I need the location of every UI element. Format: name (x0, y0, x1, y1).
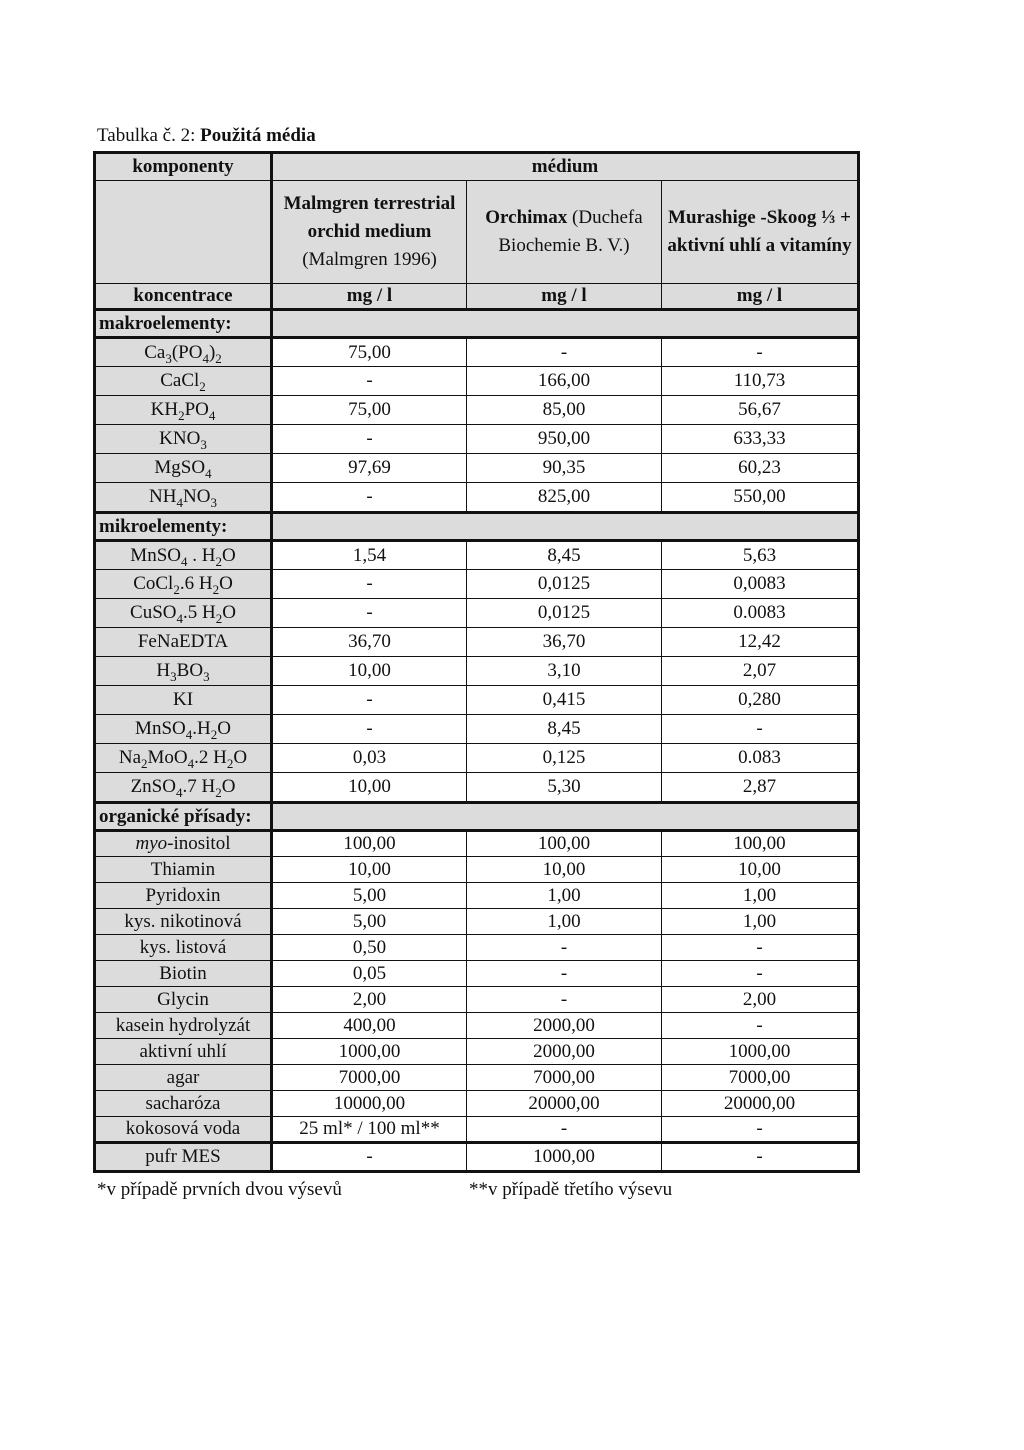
value-murashige: 1,00 (662, 909, 859, 935)
table-row (95, 1117, 859, 1143)
component-name: Glycin (95, 987, 272, 1013)
value-malmgren: - (272, 570, 467, 599)
table-row (95, 831, 859, 857)
table-row (95, 541, 859, 570)
value-orchimax: 8,45 (467, 541, 662, 570)
value-orchimax: - (467, 961, 662, 987)
footnote-second: **v případě třetího výsevu (469, 1179, 673, 1200)
header-komponenty: komponenty (95, 153, 272, 181)
value-malmgren: 1,54 (272, 541, 467, 570)
value-malmgren: 400,00 (272, 1013, 467, 1039)
value-malmgren: 10,00 (272, 857, 467, 883)
table-row (95, 1039, 859, 1065)
section-fill (272, 310, 859, 338)
value-murashige: 1000,00 (662, 1039, 859, 1065)
value-malmgren: 10000,00 (272, 1091, 467, 1117)
table-row (95, 857, 859, 883)
value-orchimax: 3,10 (467, 657, 662, 686)
table-row (95, 454, 859, 483)
value-malmgren: - (272, 599, 467, 628)
value-murashige: 0,0083 (662, 570, 859, 599)
value-murashige: - (662, 961, 859, 987)
value-malmgren: 2,00 (272, 987, 467, 1013)
component-name: kokosová voda (95, 1117, 272, 1143)
section-org: organické přísady: (95, 803, 272, 831)
value-orchimax: 85,00 (467, 396, 662, 425)
value-malmgren: 97,69 (272, 454, 467, 483)
value-orchimax: 1000,00 (467, 1143, 662, 1172)
value-orchimax: 2000,00 (467, 1039, 662, 1065)
value-malmgren: 0,05 (272, 961, 467, 987)
header-malmgren-source: (Malmgren 1996) (302, 249, 437, 270)
value-malmgren: - (272, 367, 467, 396)
value-orchimax: 1,00 (467, 909, 662, 935)
component-name: Pyridoxin (95, 883, 272, 909)
table-row (95, 686, 859, 715)
value-orchimax: 90,35 (467, 454, 662, 483)
table-row (95, 773, 859, 803)
section-mikro: mikroelementy: (95, 513, 272, 541)
table-row (95, 338, 859, 367)
value-malmgren: 10,00 (272, 657, 467, 686)
value-murashige: 5,63 (662, 541, 859, 570)
table-row (95, 961, 859, 987)
component-name: ZnSO$_4$.7 $H_2O$ (95, 773, 272, 803)
component-name: FeNaEDTA (95, 628, 272, 657)
value-malmgren: 7000,00 (272, 1065, 467, 1091)
unit-murashige: mg / l (662, 284, 859, 310)
value-orchimax: - (467, 987, 662, 1013)
value-orchimax: 0,0125 (467, 570, 662, 599)
component-name: aktivní uhlí (95, 1039, 272, 1065)
value-malmgren: - (272, 686, 467, 715)
value-murashige: 550,00 (662, 483, 859, 513)
section-makro: makroelementy: (95, 310, 272, 338)
value-malmgren: 25 ml* / 100 ml** (272, 1117, 467, 1143)
section-fill (272, 513, 859, 541)
value-murashige: - (662, 1143, 859, 1172)
value-murashige: 12,42 (662, 628, 859, 657)
header-blank (95, 181, 272, 284)
media-table (93, 151, 860, 1173)
component-name: $H_3BO_3$ (95, 657, 272, 686)
value-malmgren: - (272, 1143, 467, 1172)
header-orchimax-source: (Duchefa Biochemie B. V.) (498, 207, 643, 256)
value-malmgren: 36,70 (272, 628, 467, 657)
component-name: kys. nikotinová (95, 909, 272, 935)
component-name: $MnSO_4.H_2O$ (95, 715, 272, 744)
component-name: kys. listová (95, 935, 272, 961)
value-murashige: 10,00 (662, 857, 859, 883)
table-row (95, 396, 859, 425)
component-name: kasein hydrolyzát (95, 1013, 272, 1039)
table-row (95, 628, 859, 657)
table-row (95, 599, 859, 628)
component-name: pufr MES (95, 1143, 272, 1172)
value-orchimax: - (467, 338, 662, 367)
table-caption (97, 124, 316, 148)
header-murashige-name: Murashige -Skoog ⅓ + aktivní uhlí a vitamíny (667, 207, 852, 256)
value-murashige: 1,00 (662, 883, 859, 909)
value-orchimax: 0,125 (467, 744, 662, 773)
value-orchimax: 950,00 (467, 425, 662, 454)
value-orchimax: 2000,00 (467, 1013, 662, 1039)
component-name: $Na_2MoO_4.2$ $H_2O$ (95, 744, 272, 773)
value-orchimax: 10,00 (467, 857, 662, 883)
table-row (95, 657, 859, 686)
component-name: CuSO$_4$.5 $H_2O$ (95, 599, 272, 628)
value-murashige: 110,73 (662, 367, 859, 396)
header-malmgren (272, 181, 467, 284)
value-malmgren: 0,03 (272, 744, 467, 773)
component-name: KI (95, 686, 272, 715)
component-name: MgSO$_4$ (95, 454, 272, 483)
value-orchimax: 1,00 (467, 883, 662, 909)
value-malmgren: 1000,00 (272, 1039, 467, 1065)
component-name: $NH_4NO_3$ (95, 483, 272, 513)
component-name: CoCl$_2$.6 $H_2O$ (95, 570, 272, 599)
value-murashige: 60,23 (662, 454, 859, 483)
component-name: Thiamin (95, 857, 272, 883)
component-name: Biotin (95, 961, 272, 987)
value-malmgren: 75,00 (272, 338, 467, 367)
value-murashige: 0.0083 (662, 599, 859, 628)
value-malmgren: 5,00 (272, 909, 467, 935)
unit-orchimax: mg / l (467, 284, 662, 310)
caption-title: Použitá média (200, 125, 316, 146)
value-orchimax: 0,415 (467, 686, 662, 715)
value-murashige: 0,280 (662, 686, 859, 715)
value-malmgren: 5,00 (272, 883, 467, 909)
value-murashige: 2,07 (662, 657, 859, 686)
footnote-first: *v případě prvních dvou výsevů (97, 1179, 342, 1200)
component-name: $KH_2PO_4$ (95, 396, 272, 425)
header-medium: médium (272, 153, 859, 181)
value-malmgren: 0,50 (272, 935, 467, 961)
table-row (95, 483, 859, 513)
table-row (95, 570, 859, 599)
table-row (95, 909, 859, 935)
value-malmgren: 10,00 (272, 773, 467, 803)
value-murashige: - (662, 1013, 859, 1039)
table-row (95, 744, 859, 773)
header-malmgren-name: Malmgren terrestrial orchid medium (283, 193, 456, 242)
value-orchimax: 825,00 (467, 483, 662, 513)
component-name: agar (95, 1065, 272, 1091)
value-orchimax: 36,70 (467, 628, 662, 657)
value-murashige: 100,00 (662, 831, 859, 857)
caption-prefix: Tabulka č. 2: (97, 125, 201, 146)
value-orchimax: 8,45 (467, 715, 662, 744)
value-orchimax: 5,30 (467, 773, 662, 803)
value-murashige: - (662, 715, 859, 744)
unit-malmgren: mg / l (272, 284, 467, 310)
value-orchimax: - (467, 935, 662, 961)
section-fill (272, 803, 859, 831)
component-name: $KNO_3$ (95, 425, 272, 454)
value-orchimax: 20000,00 (467, 1091, 662, 1117)
value-murashige: - (662, 1117, 859, 1143)
table-row (95, 987, 859, 1013)
component-name: $Ca_3(PO_4)_2$ (95, 338, 272, 367)
header-murashige (662, 181, 859, 284)
value-murashige: 633,33 (662, 425, 859, 454)
value-murashige: 56,67 (662, 396, 859, 425)
value-orchimax: 100,00 (467, 831, 662, 857)
value-orchimax: 166,00 (467, 367, 662, 396)
value-malmgren: - (272, 425, 467, 454)
value-malmgren: 75,00 (272, 396, 467, 425)
header-orchimax-name: Orchimax (485, 207, 568, 228)
value-murashige: 0.083 (662, 744, 859, 773)
component-name: CaCl$_2$ (95, 367, 272, 396)
value-malmgren: 100,00 (272, 831, 467, 857)
header-koncentrace: koncentrace (95, 284, 272, 310)
value-murashige: 2,87 (662, 773, 859, 803)
value-orchimax: 0,0125 (467, 599, 662, 628)
table-row (95, 367, 859, 396)
component-name: sacharóza (95, 1091, 272, 1117)
table-row (95, 1013, 859, 1039)
table-row (95, 715, 859, 744)
table-row (95, 883, 859, 909)
header-orchimax (467, 181, 662, 284)
component-name: myo-inositol (95, 831, 272, 857)
value-malmgren: - (272, 715, 467, 744)
table-row (95, 1143, 859, 1172)
value-murashige: - (662, 338, 859, 367)
value-murashige: 7000,00 (662, 1065, 859, 1091)
value-murashige: 2,00 (662, 987, 859, 1013)
value-murashige: 20000,00 (662, 1091, 859, 1117)
value-orchimax: - (467, 1117, 662, 1143)
value-orchimax: 7000,00 (467, 1065, 662, 1091)
value-murashige: - (662, 935, 859, 961)
table-row (95, 935, 859, 961)
component-name: MnSO$_4$ . $H_2O$ (95, 541, 272, 570)
table-row (95, 1091, 859, 1117)
table-row (95, 1065, 859, 1091)
table-row (95, 425, 859, 454)
value-malmgren: - (272, 483, 467, 513)
